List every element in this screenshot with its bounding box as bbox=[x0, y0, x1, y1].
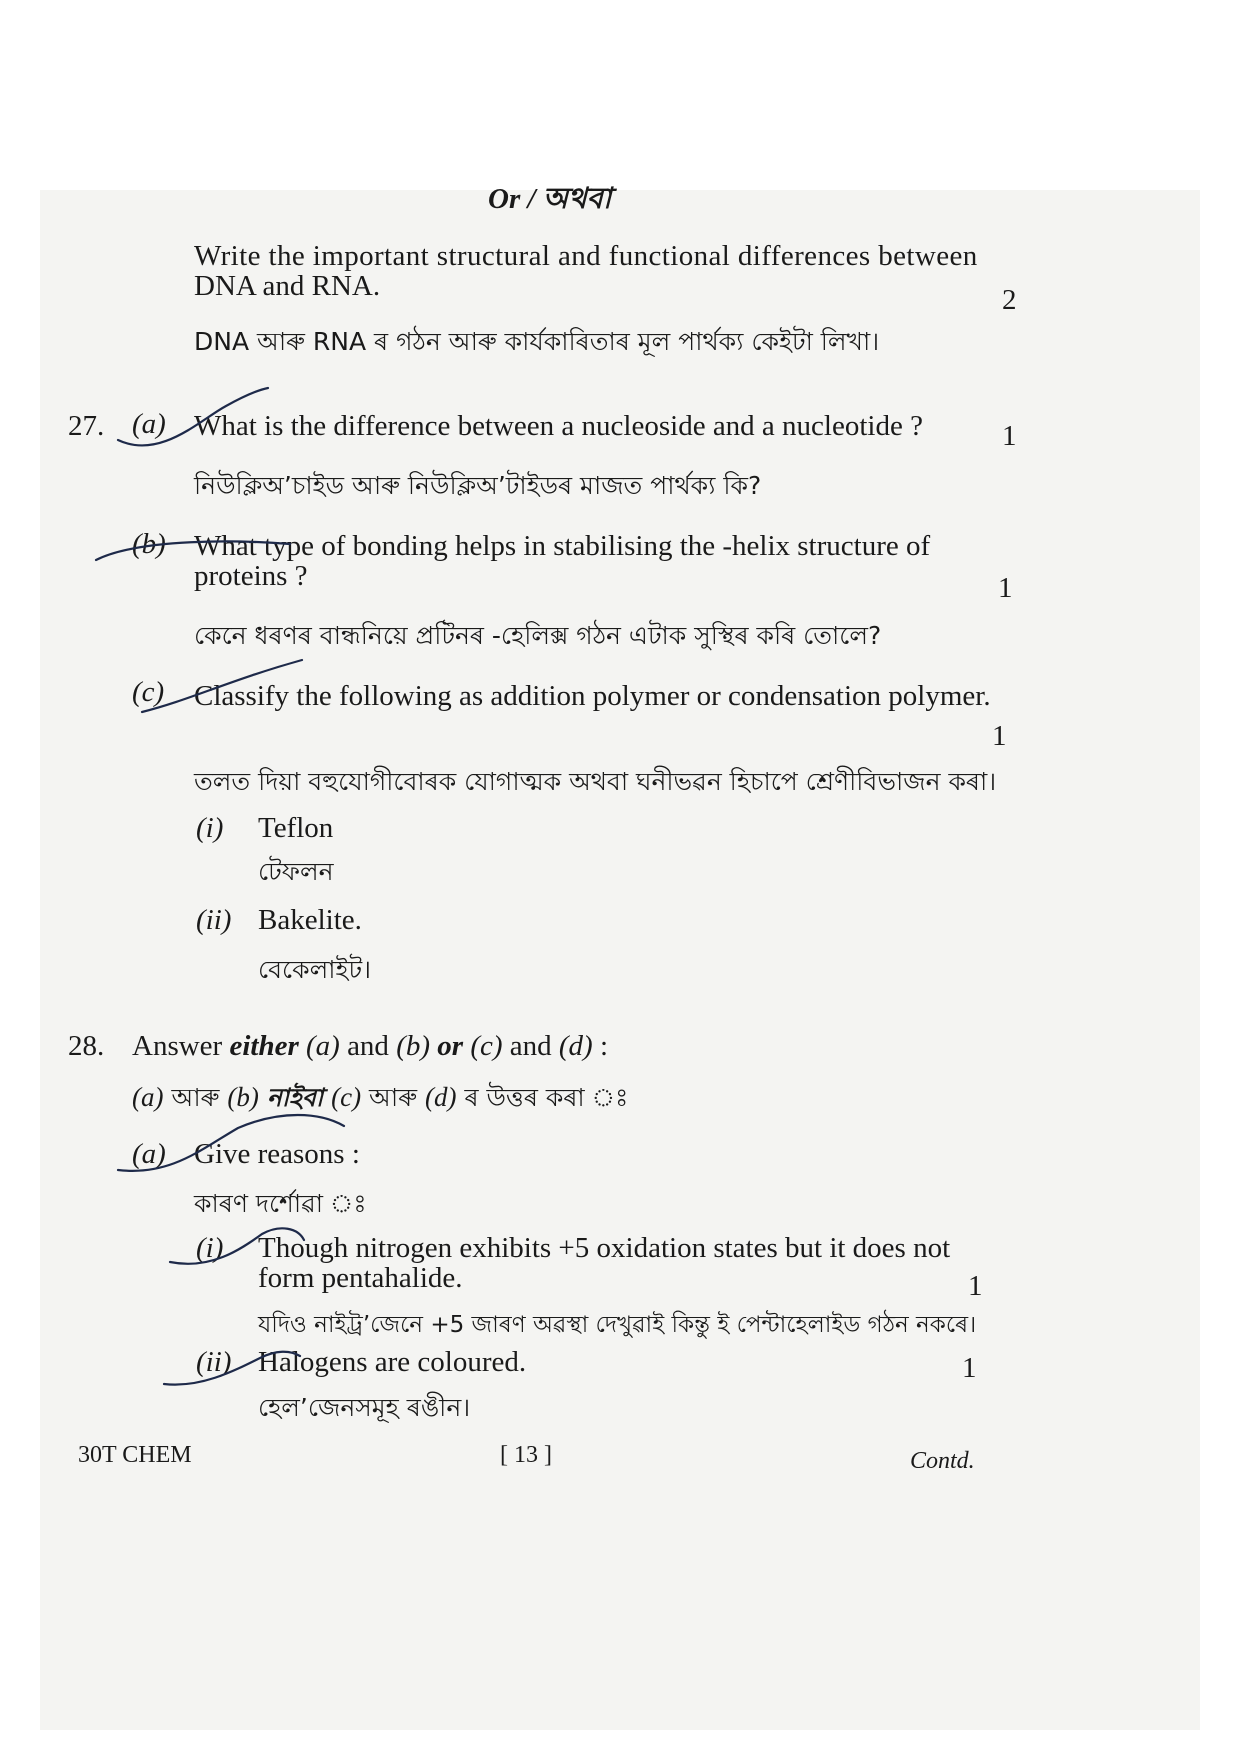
q28-intro-bn-part: নাইবা bbox=[266, 1083, 324, 1112]
q28-intro-bn-part: আৰু bbox=[171, 1083, 220, 1112]
q27a-label: (a) bbox=[132, 408, 166, 440]
q27c-item-1-assamese: টেফলন bbox=[258, 857, 334, 886]
q27c-item-1-text: Teflon bbox=[258, 812, 334, 844]
q27-number: 27. bbox=[68, 410, 105, 442]
q27b-label: (b) bbox=[132, 528, 166, 560]
q28a-text: Give reasons : bbox=[194, 1138, 360, 1170]
q27c-text: Classify the following as addition polymer or condensation polymer. bbox=[194, 680, 991, 712]
q27c-item-2-assamese: বেকেলাইট। bbox=[258, 955, 372, 984]
footer-contd: Contd. bbox=[910, 1448, 975, 1474]
q28-intro-bn-part: (b) bbox=[227, 1082, 259, 1112]
q28a-item-1-text-line-1: Though nitrogen exhibits +5 oxidation states but it does not bbox=[258, 1232, 951, 1264]
alt-question-line-1: Write the important structural and functional differences between bbox=[194, 240, 978, 272]
q27b-assamese: কেনে ধৰণৰ বান্ধনিয়ে প্ৰটিনৰ -হেলিক্স গঠন এটাক সুস্থিৰ কৰি তোলে? bbox=[194, 621, 882, 650]
q28a-item-2-assamese: হেল’জেনসমূহ ৰঙীন। bbox=[258, 1393, 471, 1422]
alt-question-marks: 2 bbox=[1002, 284, 1017, 316]
q27a-marks: 1 bbox=[1002, 420, 1017, 452]
q27b-marks: 1 bbox=[998, 572, 1013, 604]
q28-intro-bn-part: (d) bbox=[425, 1082, 457, 1112]
footer-paper-code: 30T CHEM bbox=[78, 1442, 192, 1468]
q28-intro-bn-part: আৰু bbox=[369, 1083, 418, 1112]
q28-intro-word: (b) bbox=[396, 1030, 431, 1062]
q27a-text: What is the difference between a nucleoside and a nucleotide ? bbox=[194, 410, 923, 442]
q27c-label: (c) bbox=[132, 676, 165, 708]
q28a-item-2-marks: 1 bbox=[962, 1352, 977, 1384]
q28a-item-1-label: (i) bbox=[196, 1232, 224, 1264]
q27c-item-2-label: (ii) bbox=[196, 904, 232, 936]
q28-intro-word: and bbox=[509, 1030, 552, 1062]
q28a-item-1-marks: 1 bbox=[968, 1270, 983, 1302]
q28-intro-bn-part: (c) bbox=[331, 1082, 362, 1112]
alt-question-line-2: DNA and RNA. bbox=[194, 270, 381, 302]
q27c-assamese: তলত দিয়া বহুযোগীবোৰক যোগাত্মক অথবা ঘনীভৱন হিচাপে শ্ৰেণীবিভাজন কৰা। bbox=[194, 767, 997, 796]
q28-intro-bn-part: (a) bbox=[132, 1082, 164, 1112]
q28a-label: (a) bbox=[132, 1138, 166, 1170]
q28-intro-word: : bbox=[599, 1030, 609, 1062]
q28-intro-word: and bbox=[347, 1030, 389, 1062]
q28a-item-1-text-line-2: form pentahalide. bbox=[258, 1262, 463, 1294]
q27a-assamese: নিউক্লিঅ’চাইড আৰু নিউক্লিঅ’টাইডৰ মাজত পাৰ্থক্য কি? bbox=[194, 471, 762, 500]
q27c-marks: 1 bbox=[992, 720, 1007, 752]
q28a-item-2-text: Halogens are coloured. bbox=[258, 1346, 527, 1378]
q28-intro-word: or bbox=[437, 1030, 464, 1062]
q28a-item-2-label: (ii) bbox=[196, 1346, 232, 1378]
or-heading: Or / অথবা bbox=[488, 183, 612, 215]
alt-question-assamese: DNA আৰু RNA ৰ গঠন আৰু কাৰ্যকাৰিতাৰ মূল পাৰ্থক্য কেইটা লিখা। bbox=[194, 327, 880, 356]
q28-intro-word: (d) bbox=[558, 1030, 593, 1062]
q28-intro-word: Answer bbox=[132, 1030, 223, 1062]
q28-intro-word: (a) bbox=[305, 1030, 340, 1062]
q28-number: 28. bbox=[68, 1030, 105, 1062]
q28-intro-bn-part: ৰ উত্তৰ কৰা ঃ bbox=[464, 1083, 629, 1112]
q28-intro-word: either bbox=[229, 1030, 299, 1062]
q27b-text-line-2: proteins ? bbox=[194, 560, 308, 592]
q28-intro-assamese bbox=[132, 1078, 628, 1121]
q28-intro-word: (c) bbox=[470, 1030, 503, 1062]
q27c-item-2-text: Bakelite. bbox=[258, 904, 362, 936]
q28-intro bbox=[132, 1030, 608, 1063]
footer-page-number: [ 13 ] bbox=[500, 1442, 552, 1468]
q28a-item-1-assamese: যদিও নাইট্ৰ’জেনে +5 জাৰণ অৱস্থা দেখুৱাই কিন্তু ই পেন্টাহেলাইড গঠন নকৰে। bbox=[258, 1312, 977, 1338]
q27c-item-1-label: (i) bbox=[196, 812, 224, 844]
q28a-assamese: কাৰণ দৰ্শোৱা ঃ bbox=[194, 1189, 367, 1218]
q27b-text-line-1: What type of bonding helps in stabilising the -helix structure of bbox=[194, 530, 931, 562]
